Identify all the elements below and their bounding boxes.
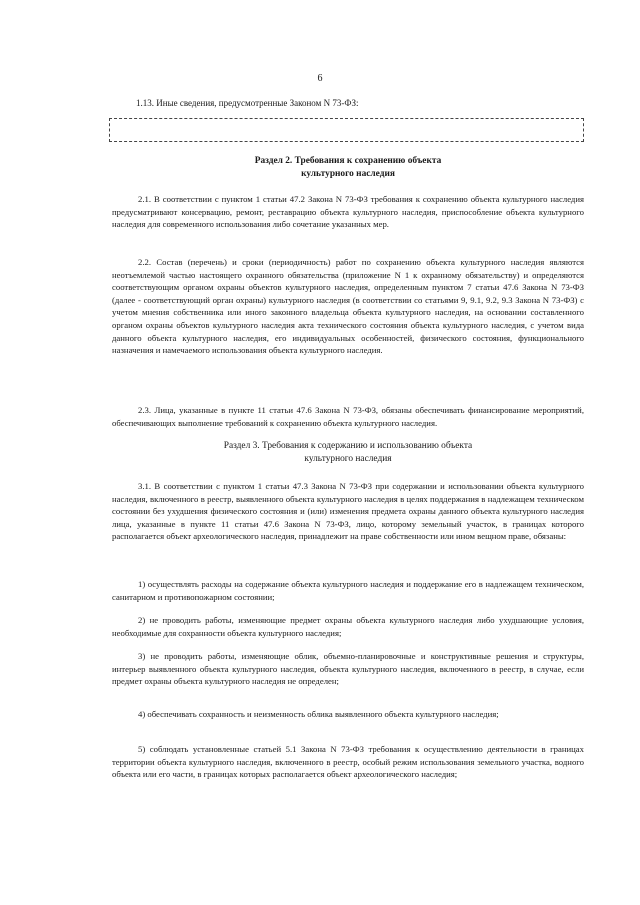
- paragraph-3-1: 3.1. В соответствии с пунктом 1 статьи 47.3 Закона N 73-ФЗ при содержании и использовании объекта культурного наследия, включенного в реестр, выявленного объекта культурного наследия в целях поддержания в надлежащем техническом состоянии без ухудшения физического состояния и (или) изменения предмета охраны данного объекта культурного наследия лица, указанные в пункте 11 статьи 47.6 Закона N 73-ФЗ, лицо, которому земельный участок, в границах которого располагается объект археологического наследия, принадлежит на праве собственности или ином вещном праве, обязаны:: [112, 481, 584, 542]
- section-3-title-line-1: Раздел 3. Требования к содержанию и использованию объекта: [223, 441, 473, 451]
- paragraph-2-1: 2.1. В соответствии с пунктом 1 статьи 47.2 Закона N 73-ФЗ требования к сохранению объекта культурного наследия предусматривают консервацию, ремонт, реставрацию объекта культурного наследия, приспособление объекта культурного наследия для современного использования либо сочетание указанных мер.: [112, 194, 584, 230]
- list-item-4: 4) обеспечивать сохранность и неизменность облика выявленного объекта культурного наследия;: [138, 709, 499, 719]
- section-3-title: [112, 440, 584, 466]
- section-2-title: [112, 155, 584, 181]
- page-number: 6: [317, 73, 323, 84]
- item-1-13-label: 1.13. Иные сведения, предусмотренные Законом N 73-ФЗ:: [136, 98, 359, 108]
- paragraph-2-2: 2.2. Состав (перечень) и сроки (периодичность) работ по сохранению объекта культурного наследия являются неотъемлемой частью настоящего охранного обязательства (приложение N 1 к охранному обязательству) и определяются соответствующим органом охраны объектов культурного наследия, определенным пунктом 7 статьи 47.6 Закона N 73-ФЗ (далее - соответствующий орган охраны) культурного наследия (в соответствии со статьями 9, 9.1, 9.2, 9.3 Закона N 73-ФЗ) с учетом мнения собственника или иного законного владельца объекта культурного наследия, на основании составленного органом охраны объектов культурного наследия акта технического состояния объекта культурного наследия, с учетом вида данного объекта культурного наследия, его индивидуальных особенностей, физического состояния, функционального назначения и намечаемого использования объекта культурного наследия.: [112, 257, 584, 356]
- list-item-5: 5) соблюдать установленные статьей 5.1 Закона N 73-ФЗ требования к осуществлению деятельности в границах территории объекта культурного наследия, включенного в реестр, особый режим использования земельного участка, водного объекта или его части, в границах которых располагается объект археологического наследия;: [112, 744, 584, 780]
- list-item-1: 1) осуществлять расходы на содержание объекта культурного наследия и поддержание его в надлежащем техническом, санитарном и противопожарном состоянии;: [112, 579, 584, 602]
- section-3-title-line-2: культурного наследия: [304, 454, 392, 464]
- paragraph-2-3: 2.3. Лица, указанные в пункте 11 статьи 47.6 Закона N 73-ФЗ, обязаны обеспечивать финансирование мероприятий, обеспечивающих выполнение требований к сохранению объекта культурного наследия.: [112, 405, 584, 428]
- other-info-field: [109, 118, 584, 142]
- section-2-title-line-2: культурного наследия: [301, 169, 395, 179]
- section-2-title-line-1: Раздел 2. Требования к сохранению объекта: [254, 156, 442, 166]
- list-item-2: 2) не проводить работы, изменяющие предмет охраны объекта культурного наследия либо ухудшающие условия, необходимые для сохранности объекта культурного наследия;: [112, 615, 584, 638]
- list-item-3: 3) не проводить работы, изменяющие облик, объемно-планировочные и конструктивные решения и структуры, интерьер выявленного объекта культурного наследия, объекта культурного наследия, включенного в реестр, в случае, если предмет охраны объекта культурного наследия не определен;: [112, 651, 584, 687]
